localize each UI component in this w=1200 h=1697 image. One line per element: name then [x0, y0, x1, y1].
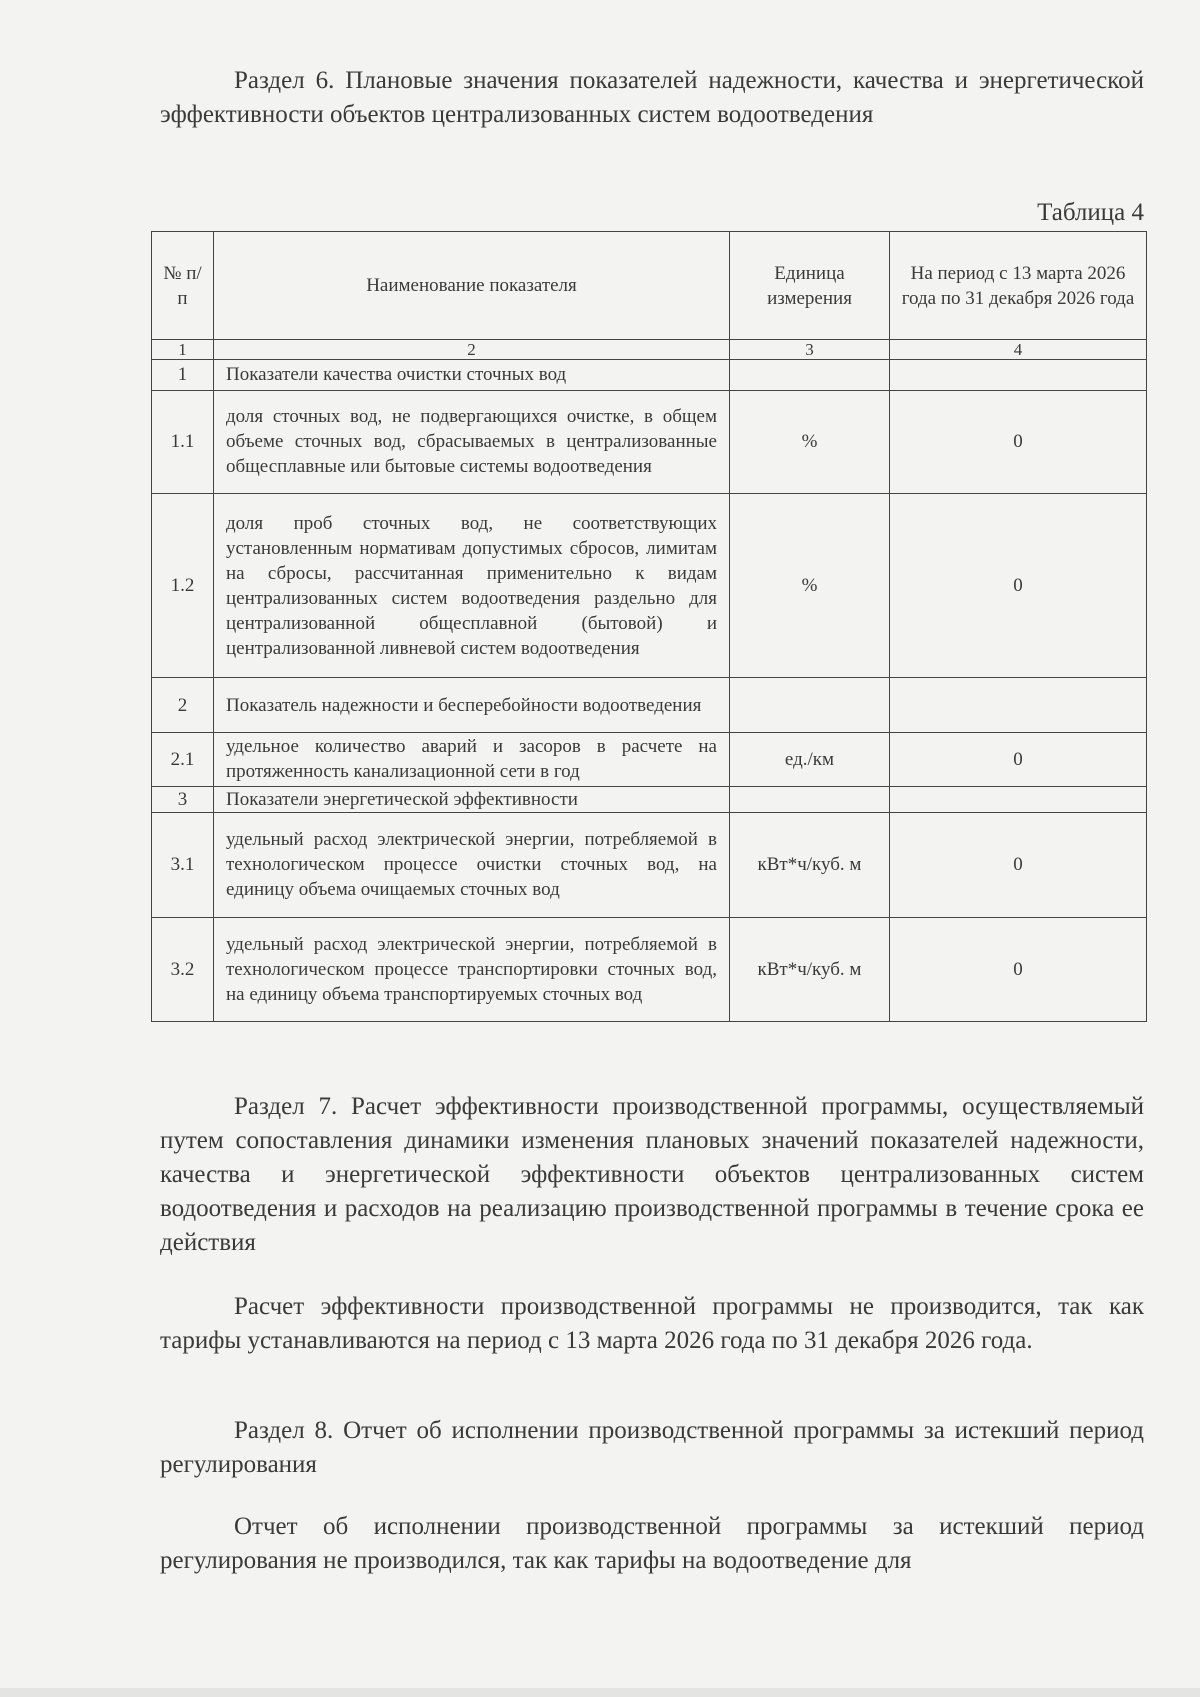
row-unit: кВт*ч/куб. м [730, 813, 890, 917]
row-value [890, 786, 1147, 813]
column-number: 4 [890, 340, 1147, 359]
header-num: № п/п [152, 232, 214, 340]
section7-text: Расчет эффективности производственной программы не производится, так как тарифы устанавливаются на период с 13 марта 2026 года по 31 декабря 2026 года. [160, 1293, 1144, 1354]
table-row [152, 733, 1147, 786]
table-row [152, 493, 1147, 677]
row-name: удельное количество аварий и засоров в расчете на протяженность канализационной сети в год [214, 733, 730, 786]
row-value: 0 [890, 390, 1147, 493]
row-name: Показатели качества очистки сточных вод [214, 359, 730, 390]
row-unit: кВт*ч/куб. м [730, 917, 890, 1021]
row-num: 1.1 [152, 390, 214, 493]
table-row [152, 678, 1147, 733]
row-num: 1 [152, 359, 214, 390]
table-row [152, 359, 1147, 390]
column-number-row [152, 340, 1147, 359]
table-caption: Таблица 4 [1037, 199, 1144, 226]
column-number: 2 [214, 340, 730, 359]
row-num: 2.1 [152, 733, 214, 786]
row-name: удельный расход электрической энергии, потребляемой в технологическом процессе очистки сточных вод, на единицу объема очищаемых сточных вод [214, 813, 730, 917]
table-header-row [152, 232, 1147, 340]
row-unit [730, 678, 890, 733]
row-name: доля проб сточных вод, не соответствующих установленным нормативам допустимых сбросов, лимитам на сбросы, рассчитанная применительно к видам централизованных систем водоотведения раздельно для централизованной общесплавной (бытовой) и централизованной ливневой систем водоотведения [214, 493, 730, 677]
row-unit: % [730, 493, 890, 677]
column-number: 1 [152, 340, 214, 359]
column-number: 3 [730, 340, 890, 359]
table-row [152, 390, 1147, 493]
row-value [890, 678, 1147, 733]
header-unit: Единица измерения [730, 232, 890, 340]
indicators-table [151, 231, 1147, 1022]
section8-text: Отчет об исполнении производственной программы за истекший период регулирования не производился, так как тарифы на водоотведение для [160, 1513, 1144, 1574]
row-value: 0 [890, 493, 1147, 677]
section7-heading: Раздел 7. Расчет эффективности производственной программы, осуществляемый путем сопоставления динамики изменения плановых значений показателей надежности, качества и энергетической эффективности объектов централизованных систем водоотведения и расходов на реализацию производственной программы в течение срока ее действия [160, 1093, 1144, 1256]
table-row [152, 813, 1147, 917]
row-name: Показатели энергетической эффективности [214, 786, 730, 813]
scan-edge [0, 1688, 1200, 1697]
row-name: доля сточных вод, не подвергающихся очистке, в общем объеме сточных вод, сбрасываемых в централизованные общесплавные или бытовые системы водоотведения [214, 390, 730, 493]
row-num: 3.1 [152, 813, 214, 917]
row-value: 0 [890, 813, 1147, 917]
row-name: удельный расход электрической энергии, потребляемой в технологическом процессе транспортировки сточных вод, на единицу объема транспортируемых сточных вод [214, 917, 730, 1021]
row-num: 1.2 [152, 493, 214, 677]
header-period: На период с 13 марта 2026 года по 31 декабря 2026 года [890, 232, 1147, 340]
row-unit [730, 359, 890, 390]
table-row [152, 786, 1147, 813]
row-value [890, 359, 1147, 390]
row-unit: ед./км [730, 733, 890, 786]
row-num: 2 [152, 678, 214, 733]
row-num: 3.2 [152, 917, 214, 1021]
section8-heading: Раздел 8. Отчет об исполнении производственной программы за истекший период регулирования [160, 1417, 1144, 1478]
row-num: 3 [152, 786, 214, 813]
row-unit: % [730, 390, 890, 493]
table-row [152, 917, 1147, 1021]
header-name: Наименование показателя [214, 232, 730, 340]
row-value: 0 [890, 917, 1147, 1021]
row-unit [730, 786, 890, 813]
row-name: Показатель надежности и бесперебойности водоотведения [214, 678, 730, 733]
section6-heading: Раздел 6. Плановые значения показателей надежности, качества и энергетической эффективности объектов централизованных систем водоотведения [160, 67, 1144, 128]
row-value: 0 [890, 733, 1147, 786]
